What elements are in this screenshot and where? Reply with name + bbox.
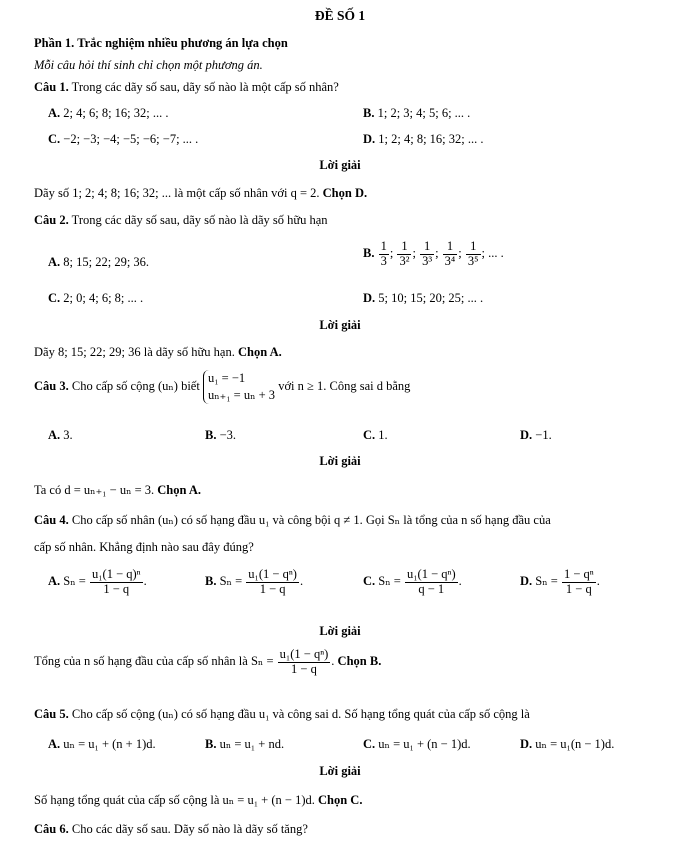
solution-heading-1: Lời giải	[319, 158, 361, 172]
q1-option-a[interactable]: A. 2; 4; 6; 8; 16; 32; ... .	[48, 106, 169, 120]
recurrence-system: u₁ = −1 uₙ₊₁ = uₙ + 3	[203, 370, 275, 404]
q4-solution: Tổng của n số hạng đầu của cấp số nhân là Sₙ = $\frac{\text{u₁(1 − qⁿ)}}{1 - q}$ . Chọn B.	[34, 647, 382, 676]
q5-solution: Số hạng tổng quát của cấp số cộng là uₙ = u₁ + (n − 1)d. Chọn C.	[34, 793, 363, 807]
q1-option-c[interactable]: C. −2; −3; −4; −5; −6; −7; ... .	[48, 132, 199, 146]
solution-heading-5: Lời giải	[319, 764, 361, 778]
q1-solution: Dãy số 1; 2; 4; 8; 16; 32; ... là một cấp số nhân với q = 2. Chọn D.	[34, 186, 368, 200]
q4-option-b[interactable]: B. Sₙ = $\frac{\text{u₁(1 − qⁿ)}}{1 - q}$ .	[205, 567, 304, 596]
q1-option-b[interactable]: B. 1; 2; 3; 4; 5; 6; ... .	[363, 106, 471, 120]
q5-option-c[interactable]: C. uₙ = u₁ + (n − 1)d.	[363, 737, 471, 751]
q5-option-b[interactable]: B. uₙ = u₁ + nd.	[205, 737, 285, 751]
question-3: Câu 3. Cho cấp số cộng (uₙ) biết u₁ = −1 uₙ₊₁ = uₙ + 3 với n ≥ 1. Công sai d bằng	[34, 371, 411, 402]
question-2: Câu 2. Trong các dãy số sau, dãy số nào là dãy số hữu hạn	[34, 213, 328, 227]
q3-option-b[interactable]: B. −3.	[205, 428, 237, 442]
question-4-cont: cấp số nhân. Khẳng định nào sau đây đúng?	[34, 540, 254, 554]
q2-option-a[interactable]: A. 8; 15; 22; 29; 36.	[48, 255, 150, 269]
q2-solution: Dãy 8; 15; 22; 29; 36 là dãy số hữu hạn. Chọn A.	[34, 345, 282, 359]
solution-heading-3: Lời giải	[319, 454, 361, 468]
q2-option-c[interactable]: C. 2; 0; 4; 6; 8; ... .	[48, 291, 144, 305]
q3-option-c[interactable]: C. 1.	[363, 428, 388, 442]
q3-solution: Ta có d = uₙ₊₁ − uₙ = 3. Chọn A.	[34, 483, 202, 497]
q3-option-a[interactable]: A. 3.	[48, 428, 73, 442]
exam-title: ĐỀ SỐ 1	[314, 8, 366, 23]
q4-option-a[interactable]: A. Sₙ = $\frac{\text{u₁(1 − q)ⁿ}}{1 - q}$ .	[48, 567, 147, 596]
q2-option-b[interactable]: B. $\frac{1}{3}$ ; $\frac{1}{\text{3²}}$ ; $\frac{1}{\text{3³}}$ ; $\frac{1}{\text{3⁴}}$ ; $\frac{1}{\text{3⁵}}$ ; ... .	[363, 239, 504, 268]
q4-option-d[interactable]: D. Sₙ = $\frac{\text{1 − qⁿ}}{1 - q}$ .	[520, 567, 600, 596]
part-heading: Phần 1. Trắc nghiệm nhiều phương án lựa chọn	[34, 36, 288, 50]
instruction: Mỗi câu hỏi thí sinh chỉ chọn một phương án.	[34, 58, 263, 72]
q4-option-c[interactable]: C. Sₙ = $\frac{\text{u₁(1 − qⁿ)}}{q - 1}$ .	[363, 567, 462, 596]
q5-option-a[interactable]: A. uₙ = u₁ + (n + 1)d.	[48, 737, 156, 751]
q5-option-d[interactable]: D. uₙ = u₁(n − 1)d.	[520, 737, 615, 751]
q1-option-d[interactable]: D. 1; 2; 4; 8; 16; 32; ... .	[363, 132, 484, 146]
q3-option-d[interactable]: D. −1.	[520, 428, 552, 442]
q2-option-d[interactable]: D. 5; 10; 15; 20; 25; ... .	[363, 291, 484, 305]
question-1: Câu 1. Trong các dãy số sau, dãy số nào là một cấp số nhân?	[34, 80, 339, 94]
question-4: Câu 4. Cho cấp số nhân (uₙ) có số hạng đầu u₁ và công bội q ≠ 1. Gọi Sₙ là tổng của n số hạng đầu của	[34, 513, 551, 527]
solution-heading-4: Lời giải	[319, 624, 361, 638]
solution-heading-2: Lời giải	[319, 318, 361, 332]
question-5: Câu 5. Cho cấp số cộng (uₙ) có số hạng đầu u₁ và công sai d. Số hạng tổng quát của cấp số cộng là	[34, 707, 530, 721]
question-6: Câu 6. Cho các dãy số sau. Dãy số nào là dãy số tăng?	[34, 822, 308, 836]
